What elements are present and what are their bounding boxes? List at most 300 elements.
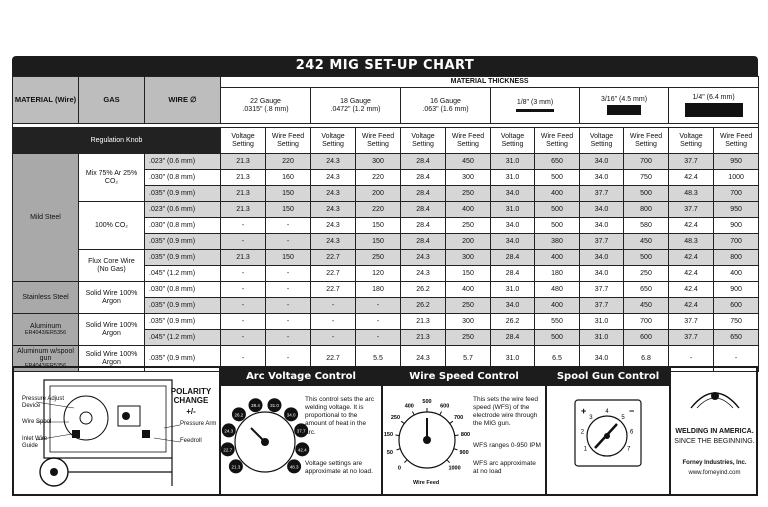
voltage-value: 22.7 <box>311 250 356 266</box>
wire-diameter-cell: .023" (0.6 mm) <box>145 154 221 170</box>
wire-feed-value: 200 <box>356 186 401 202</box>
setup-table <box>12 76 759 372</box>
voltage-value: 34.0 <box>580 202 624 218</box>
spool-dial-hub <box>604 433 610 439</box>
gauge-name: 3/16" (4.5 mm) <box>600 95 648 103</box>
voltage-value: - <box>311 298 356 314</box>
voltage-value: 34.0 <box>491 234 535 250</box>
wire-speed-title: Wire Speed Control <box>383 368 545 386</box>
voltage-value: 28.4 <box>401 186 446 202</box>
wire-feed-value: - <box>356 314 401 330</box>
wire-feed-value: 5.7 <box>446 346 491 372</box>
wire-feed-value: 400 <box>446 282 491 298</box>
wfs-dial-tick <box>450 421 453 423</box>
voltage-value: 24.3 <box>311 234 356 250</box>
gauge-size: .0315" (.8 mm) <box>242 105 289 113</box>
machine-diagram-panel <box>14 368 221 494</box>
voltage-value: 21.3 <box>401 314 446 330</box>
gas-cell: Flux Core Wire (No Gas) <box>79 250 145 282</box>
arc-voltage-dial[interactable] <box>223 390 307 486</box>
wire-feed-value: 150 <box>446 266 491 282</box>
arc-dial-tick-label: 48.3 <box>289 464 299 470</box>
voltage-value: 48.3 <box>669 234 714 250</box>
wire-feed-setting-header: Wire Feed Setting <box>356 128 401 154</box>
voltage-value: 37.7 <box>669 330 714 346</box>
voltage-value: 21.3 <box>221 154 266 170</box>
gas-cell: Mix 75% Ar 25% CO₂ <box>79 154 145 202</box>
voltage-value: - <box>221 346 266 372</box>
voltage-value: 42.4 <box>669 218 714 234</box>
voltage-value: 34.0 <box>491 186 535 202</box>
wire-feed-value: 6.5 <box>535 346 580 372</box>
brand-line2: SINCE THE BEGINNING. <box>674 438 755 445</box>
wire-feed-dial-label: Wire Feed <box>413 480 440 486</box>
wire-diameter-cell: .035" (0.9 mm) <box>145 346 221 372</box>
thickness-bar <box>516 109 554 112</box>
wire-feed-value: 650 <box>714 330 759 346</box>
gauge-header-3 <box>491 88 580 124</box>
material-cell <box>13 282 79 314</box>
voltage-value: - <box>221 218 266 234</box>
voltage-value: 21.3 <box>221 250 266 266</box>
wfs-dial-tick-label: 250 <box>390 415 401 422</box>
wire-speed-range: WFS ranges 0-950 IPM <box>473 442 541 449</box>
wire-feed-value: 220 <box>356 202 401 218</box>
wire-feed-value: 950 <box>714 202 759 218</box>
voltage-value: - <box>221 234 266 250</box>
wire-feed-value: 400 <box>714 266 759 282</box>
wire-diameter-cell: .030" (0.8 mm) <box>145 282 221 298</box>
wfs-dial-hub <box>423 436 431 444</box>
spool-dial-tick-label: 2 <box>580 429 585 436</box>
feedroll-label: Feedroll <box>180 438 202 444</box>
gauge-header-1 <box>311 88 401 124</box>
voltage-value: 37.7 <box>580 298 624 314</box>
wire-feed-value: 250 <box>446 218 491 234</box>
wire-feed-value: 250 <box>446 298 491 314</box>
arc-voltage-note: Voltage settings are approximate at no load. <box>305 460 373 476</box>
wire-speed-dial[interactable] <box>383 388 469 488</box>
voltage-value: 37.7 <box>669 314 714 330</box>
wfs-dial-tick-label: 500 <box>422 399 432 405</box>
arc-dial-tick-label: 37.7 <box>296 428 306 434</box>
wfs-dial-tick-label: 0 <box>397 465 401 472</box>
gauge-name: 16 Gauge <box>430 97 461 105</box>
wire-feed-value: 500 <box>535 330 580 346</box>
voltage-setting-header: Voltage Setting <box>491 128 535 154</box>
pressure-adjust-label: Pressure Adjust Device <box>22 396 65 409</box>
brand-company: Forney Industries, Inc. <box>682 460 747 466</box>
spool-minus-sign: − <box>629 406 635 416</box>
spool-dial-tick-label: 5 <box>621 414 625 421</box>
wire-feed-value: 450 <box>624 234 669 250</box>
voltage-value: 28.4 <box>401 218 446 234</box>
wire-feed-value: 220 <box>266 154 311 170</box>
voltage-value: 28.4 <box>491 266 535 282</box>
arc-voltage-description: This control sets the arc welding voltage. It is proportional to the amount of heat in the arc. <box>305 396 374 436</box>
voltage-value: 31.0 <box>491 154 535 170</box>
wire-feed-value: 600 <box>714 298 759 314</box>
voltage-value: 42.4 <box>669 250 714 266</box>
inlet-guide-label: Inlet Wire Guide <box>22 436 48 449</box>
material-name: Mild Steel <box>30 213 61 221</box>
voltage-value: - <box>221 314 266 330</box>
wire-feed-value: 950 <box>714 154 759 170</box>
wfs-dial-tick-label: 400 <box>404 403 414 410</box>
wfs-dial-tick-label: 700 <box>453 415 464 422</box>
wire-feed-value: 450 <box>624 298 669 314</box>
spool-dial-tick-label: 4 <box>605 409 609 415</box>
wire-feed-value: 1000 <box>714 170 759 186</box>
thickness-header: MATERIAL THICKNESS <box>221 77 759 88</box>
wire-feed-value: 250 <box>446 330 491 346</box>
voltage-value: 31.0 <box>580 314 624 330</box>
spool-dial-tick-label: 6 <box>629 429 634 436</box>
wire-feed-value: 150 <box>356 218 401 234</box>
voltage-value: 37.7 <box>669 202 714 218</box>
voltage-value: 42.4 <box>669 266 714 282</box>
wire-feed-value: 150 <box>356 234 401 250</box>
material-header: MATERIAL (Wire) <box>13 77 79 124</box>
wire-feed-setting-header: Wire Feed Setting <box>535 128 580 154</box>
gas-header: GAS <box>79 77 145 124</box>
gauge-name: 1/4" (6.4 mm) <box>692 93 735 101</box>
wfs-dial-tick-label: 1000 <box>448 465 461 472</box>
voltage-value: 24.3 <box>311 218 356 234</box>
wire-feed-value: 800 <box>624 202 669 218</box>
wfs-dial-tick <box>404 460 407 463</box>
thickness-bar <box>607 105 641 115</box>
wire-feed-value: 300 <box>356 154 401 170</box>
voltage-value: 31.0 <box>491 202 535 218</box>
wire-feed-value: 300 <box>446 250 491 266</box>
voltage-value: - <box>221 298 266 314</box>
voltage-value: 24.3 <box>311 154 356 170</box>
voltage-value: 21.3 <box>221 202 266 218</box>
wire-feed-value: - <box>266 266 311 282</box>
wire-feed-value: 180 <box>356 282 401 298</box>
wire-feed-value: 650 <box>535 154 580 170</box>
wire-feed-value: 300 <box>446 314 491 330</box>
voltage-value: 34.0 <box>580 218 624 234</box>
voltage-value: 28.4 <box>491 250 535 266</box>
wire-feed-setting-header: Wire Feed Setting <box>714 128 759 154</box>
wire-feed-value: 400 <box>535 186 580 202</box>
voltage-value: 21.3 <box>221 170 266 186</box>
spool-gun-title: Spool Gun Control <box>547 368 669 386</box>
wfs-dial-tick <box>412 411 414 415</box>
voltage-value: 34.0 <box>580 170 624 186</box>
wire-speed-note: WFS arc approximate at no load <box>473 460 536 476</box>
wire-feed-value: 400 <box>535 298 580 314</box>
wire-feed-value: 700 <box>624 314 669 330</box>
thickness-bar <box>685 103 743 117</box>
voltage-value: 24.3 <box>311 170 356 186</box>
spool-dial-tick-label: 3 <box>589 414 593 421</box>
regulation-knob-label: Regulation Knob <box>13 128 221 154</box>
wfs-dial-tick <box>401 421 404 423</box>
gauge-name: 1/8" (3 mm) <box>516 99 554 107</box>
material-cell <box>13 154 79 282</box>
wire-feed-value: - <box>266 314 311 330</box>
arc-dial-hub <box>261 438 269 446</box>
voltage-value: 31.0 <box>491 170 535 186</box>
wire-feed-value: 200 <box>446 234 491 250</box>
voltage-value: 48.3 <box>669 186 714 202</box>
spool-plus-sign: + <box>581 406 587 416</box>
table-row <box>13 314 759 330</box>
voltage-value: 37.7 <box>580 186 624 202</box>
gas-cell: Solid Wire 100% Argon <box>79 282 145 314</box>
wire-feed-setting-header: Wire Feed Setting <box>624 128 669 154</box>
table-row <box>13 250 759 266</box>
material-name: Aluminum w/spool gun <box>17 347 74 363</box>
wfs-dial-tick <box>397 449 401 450</box>
wire-feed-value: 800 <box>714 250 759 266</box>
voltage-setting-header: Voltage Setting <box>311 128 356 154</box>
wire-feed-value: 380 <box>535 234 580 250</box>
wire-feed-value: 250 <box>356 250 401 266</box>
chart-title: 242 MIG SET-UP CHART <box>12 56 758 76</box>
wire-header: WIRE ∅ <box>145 77 221 124</box>
spool-dial-tick-label: 1 <box>583 446 588 453</box>
wire-feed-value: 150 <box>266 202 311 218</box>
voltage-value: 34.0 <box>580 154 624 170</box>
wire-feed-value: 300 <box>446 170 491 186</box>
voltage-value: 31.0 <box>491 282 535 298</box>
wire-feed-value: - <box>266 218 311 234</box>
wire-feed-value: 250 <box>624 266 669 282</box>
wire-feed-value: 650 <box>624 282 669 298</box>
gas-cell: 100% CO₂ <box>79 202 145 250</box>
wire-feed-value: 250 <box>446 186 491 202</box>
material-spec: ER4043/ER5356 <box>24 363 67 370</box>
controls-panel <box>12 366 758 496</box>
wire-feed-value: 900 <box>714 218 759 234</box>
brand-line1: WELDING IN AMERICA. <box>675 428 754 435</box>
wfs-dial-tick <box>440 411 442 415</box>
wire-feed-value: 160 <box>266 170 311 186</box>
wire-feed-value: - <box>266 282 311 298</box>
wire-feed-value: 120 <box>356 266 401 282</box>
arc-dial-tick-label: 34.0 <box>286 412 296 418</box>
wire-feed-value: 700 <box>624 154 669 170</box>
wire-feed-value: 700 <box>714 234 759 250</box>
wire-feed-value: 150 <box>266 250 311 266</box>
wire-diameter-cell: .035" (0.9 mm) <box>145 234 221 250</box>
gauge-name: 18 Gauge <box>340 97 371 105</box>
material-name: Aluminum <box>29 322 62 330</box>
voltage-value: 26.2 <box>491 314 535 330</box>
wire-feed-value: 5.5 <box>356 346 401 372</box>
voltage-value: 34.0 <box>491 218 535 234</box>
gauge-header-2 <box>401 88 491 124</box>
wire-diameter-cell: .035" (0.9 mm) <box>145 186 221 202</box>
voltage-value: 34.0 <box>580 266 624 282</box>
voltage-value: 26.2 <box>401 282 446 298</box>
gauge-header-4 <box>580 88 669 124</box>
wire-feed-value: 220 <box>356 170 401 186</box>
wire-feed-value: - <box>356 298 401 314</box>
gas-cell: Solid Wire 100% Argon <box>79 346 145 372</box>
wire-feed-value: 400 <box>446 202 491 218</box>
wire-feed-value: - <box>356 330 401 346</box>
wire-feed-value: - <box>266 298 311 314</box>
voltage-value: 28.4 <box>401 202 446 218</box>
wire-feed-value: 450 <box>446 154 491 170</box>
voltage-value: - <box>221 330 266 346</box>
voltage-value: 21.3 <box>401 330 446 346</box>
voltage-value: 24.3 <box>311 202 356 218</box>
arc-dial-tick-label: 22.7 <box>223 447 233 453</box>
polarity-change-label: POLARITY CHANGE <box>170 387 212 405</box>
wfs-dial-tick <box>395 435 399 436</box>
voltage-value: 37.7 <box>580 234 624 250</box>
voltage-value: 42.4 <box>669 282 714 298</box>
wire-feed-value: 750 <box>624 170 669 186</box>
voltage-value: 37.7 <box>669 154 714 170</box>
table-row <box>13 282 759 298</box>
spool-gun-dial[interactable] <box>549 388 669 492</box>
wfs-dial-tick-label: 800 <box>460 431 471 438</box>
wire-feed-value: - <box>266 234 311 250</box>
voltage-value: 28.4 <box>401 170 446 186</box>
wire-feed-value: 400 <box>535 250 580 266</box>
wire-feed-value: 900 <box>714 282 759 298</box>
setup-chart <box>12 56 758 372</box>
voltage-setting-header: Voltage Setting <box>401 128 446 154</box>
voltage-value: 37.7 <box>580 282 624 298</box>
wire-diameter-cell: .030" (0.8 mm) <box>145 170 221 186</box>
voltage-value: - <box>669 346 714 372</box>
table-row <box>13 154 759 170</box>
voltage-setting-header: Voltage Setting <box>669 128 714 154</box>
wire-feed-value: 600 <box>624 330 669 346</box>
voltage-value: 42.4 <box>669 170 714 186</box>
wire-diameter-cell: .035" (0.9 mm) <box>145 250 221 266</box>
voltage-value: 28.4 <box>491 330 535 346</box>
voltage-value: 22.7 <box>311 282 356 298</box>
wire-feed-value: 500 <box>624 250 669 266</box>
voltage-value: 24.3 <box>311 186 356 202</box>
voltage-setting-header: Voltage Setting <box>580 128 624 154</box>
arc-voltage-title: Arc Voltage Control <box>221 368 381 386</box>
voltage-value: - <box>221 282 266 298</box>
wire-feed-value: 500 <box>535 218 580 234</box>
spool-gun-panel <box>547 368 671 494</box>
gauge-size: .063" (1.6 mm) <box>422 105 469 113</box>
polarity-sign: +/- <box>186 407 196 416</box>
wire-feed-setting-header: Wire Feed Setting <box>266 128 311 154</box>
wire-spool-label: Wire Spool <box>22 419 52 425</box>
gauge-name: 22 Gauge <box>250 97 281 105</box>
voltage-value: 28.4 <box>401 154 446 170</box>
material-cell <box>13 314 79 346</box>
wire-diameter-cell: .035" (0.9 mm) <box>145 298 221 314</box>
wire-feed-value: 180 <box>535 266 580 282</box>
wire-feed-value: - <box>266 346 311 372</box>
wire-feed-value: 580 <box>624 218 669 234</box>
wfs-dial-tick-label: 900 <box>459 450 469 457</box>
wire-diameter-cell: .045" (1.2 mm) <box>145 266 221 282</box>
wire-feed-value: 550 <box>535 314 580 330</box>
spool-dial-tick-label: 7 <box>626 446 631 453</box>
wfs-dial-tick-label: 600 <box>440 403 450 410</box>
wire-diameter-cell: .045" (1.2 mm) <box>145 330 221 346</box>
voltage-value: 34.0 <box>580 250 624 266</box>
voltage-value: 42.4 <box>669 298 714 314</box>
gauge-size: .0472" (1.2 mm) <box>330 105 381 113</box>
wire-feed-value: 500 <box>624 186 669 202</box>
wfs-dial-tick-label: 150 <box>383 431 394 438</box>
voltage-value: 24.3 <box>401 250 446 266</box>
wire-speed-description: This sets the wire feed speed (WFS) of the electrode wire through the MIG gun. <box>473 396 539 428</box>
voltage-value: 34.0 <box>491 298 535 314</box>
wire-diameter-cell: .035" (0.9 mm) <box>145 314 221 330</box>
arc-dial-tick-label: 31.0 <box>270 403 279 409</box>
gauge-header-5 <box>669 88 759 124</box>
wire-diameter-cell: .030" (0.8 mm) <box>145 218 221 234</box>
voltage-value: 24.3 <box>401 346 446 372</box>
forney-logo <box>687 384 743 410</box>
wire-feed-value: - <box>714 346 759 372</box>
wire-speed-panel <box>383 368 547 494</box>
arc-dial-tick-label: 26.2 <box>234 412 244 418</box>
wfs-dial-tick <box>455 435 459 436</box>
voltage-value: - <box>311 330 356 346</box>
wire-feed-value: 6.8 <box>624 346 669 372</box>
wire-feed-value: 750 <box>714 314 759 330</box>
voltage-value: 26.2 <box>401 298 446 314</box>
wire-feed-value: 480 <box>535 282 580 298</box>
wire-feed-value: 700 <box>714 186 759 202</box>
wire-diameter-cell: .023" (0.6 mm) <box>145 202 221 218</box>
voltage-value: 22.7 <box>311 266 356 282</box>
wire-feed-value: - <box>266 330 311 346</box>
table-row <box>13 202 759 218</box>
arc-voltage-panel <box>221 368 383 494</box>
voltage-value: 34.0 <box>580 346 624 372</box>
wire-feed-setting-header: Wire Feed Setting <box>446 128 491 154</box>
voltage-value: 28.4 <box>401 234 446 250</box>
voltage-setting-header: Voltage Setting <box>221 128 266 154</box>
wfs-dial-tick <box>454 449 458 450</box>
wire-feed-value: 150 <box>266 186 311 202</box>
wfs-dial-tick <box>447 460 450 463</box>
voltage-value: - <box>311 314 356 330</box>
material-name: Stainless Steel <box>22 293 69 301</box>
material-spec: ER4043/ER5356 <box>24 330 67 337</box>
voltage-value: - <box>221 266 266 282</box>
pressure-arm-label: Pressure Arm <box>180 421 217 427</box>
voltage-value: 22.7 <box>311 346 356 372</box>
voltage-value: 31.0 <box>580 330 624 346</box>
arc-dial-tick-label: 42.4 <box>297 447 307 453</box>
arc-dial-tick-label: 24.3 <box>224 428 234 434</box>
arc-dial-tick-label: 28.4 <box>251 403 260 409</box>
voltage-value: 31.0 <box>491 346 535 372</box>
gauge-header-0 <box>221 88 311 124</box>
gas-cell: Solid Wire 100% Argon <box>79 314 145 346</box>
voltage-value: 21.3 <box>221 186 266 202</box>
brand-panel <box>673 368 756 494</box>
brand-url[interactable]: www.forneyind.com <box>688 470 741 476</box>
wire-feed-value: 500 <box>535 202 580 218</box>
wire-feed-value: 500 <box>535 170 580 186</box>
voltage-value: 24.3 <box>401 266 446 282</box>
wfs-dial-tick-label: 50 <box>386 450 393 457</box>
arc-dial-tick-label: 21.3 <box>231 464 241 470</box>
